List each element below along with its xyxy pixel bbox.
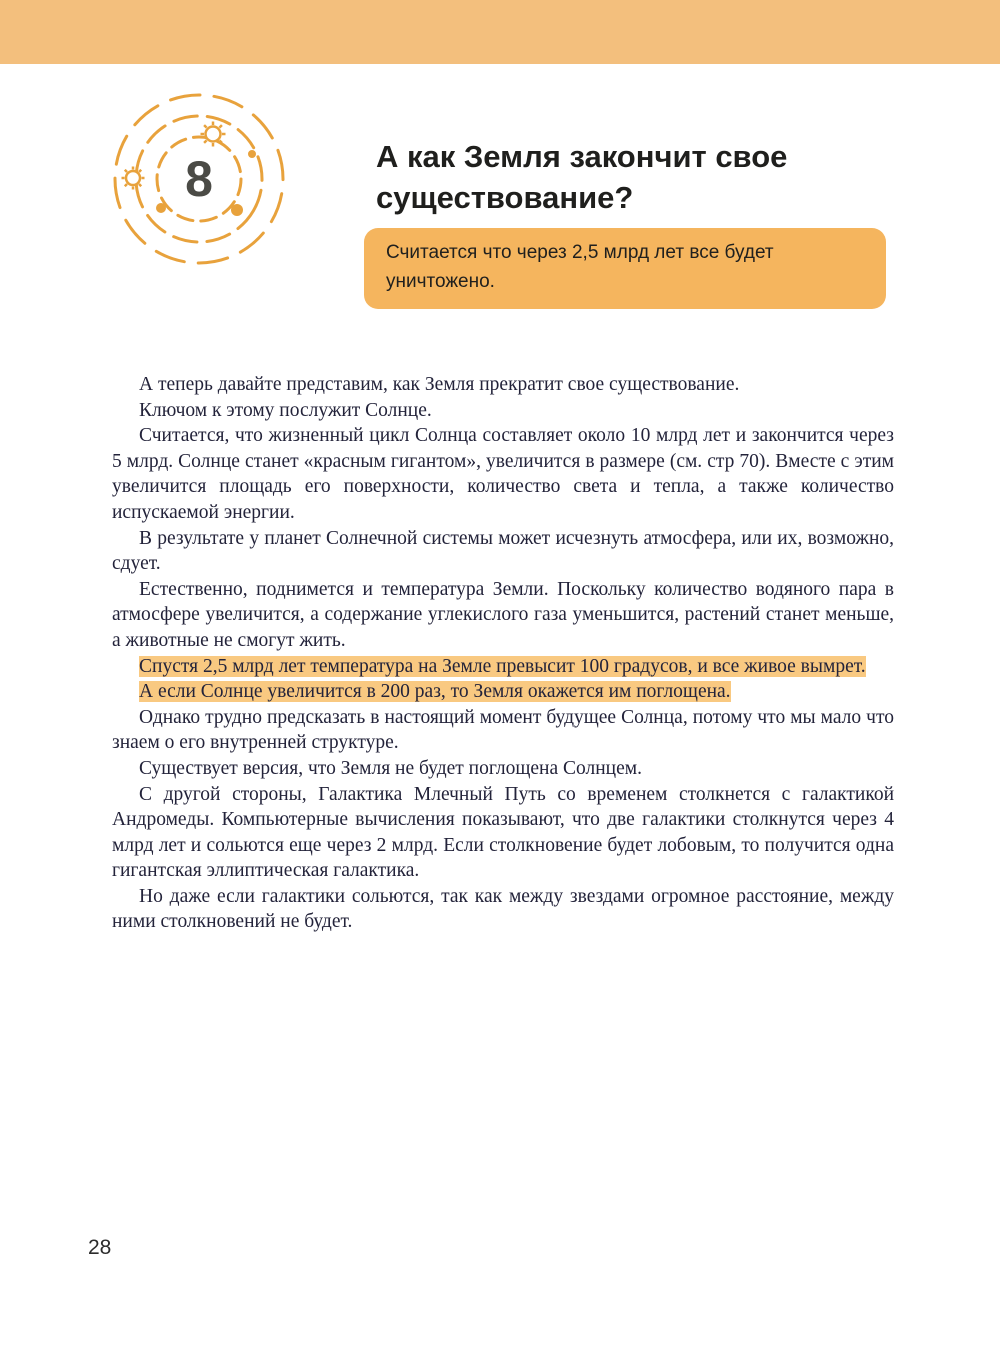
summary-callout: Считается что через 2,5 млрд лет все будет уничтожено. [364, 228, 886, 309]
paragraph-text: А если Солнце увеличится в 200 раз, то Земля окажется им поглощена. [139, 681, 731, 703]
body-text [112, 372, 894, 935]
paragraph [112, 526, 894, 577]
chapter-title: А как Земля закончит свое существование? [376, 138, 788, 215]
paragraph [112, 577, 894, 654]
paragraph [112, 372, 894, 398]
paragraph [112, 398, 894, 424]
paragraph [112, 756, 894, 782]
paragraph-text: Однако трудно предсказать в настоящий момент будущее Солнца, потому что мы мало что знаем о его внутренней структуре. [112, 706, 894, 754]
sun-icon [201, 122, 226, 147]
paragraph [112, 423, 894, 525]
planet-dot [248, 150, 256, 158]
paragraph-text: С другой стороны, Галактика Млечный Путь со временем столкнется с галактикой Андромеды. Компьютерные вычисления показывают, что две галактики столкнутся через 4 млрд лет и сольются еще через 2 млрд. Если столкновение будет лобовым, то получится одна гигантская эллиптическая галактика. [112, 783, 894, 882]
paragraph-text: Считается, что жизненный цикл Солнца составляет около 10 млрд лет и закончится через 5 млрд. Солнце станет «красным гигантом», увеличится в размере (см. стр 70). Вместе с этим увеличится площадь его поверхности, количество света и тепла, а также количество испускаемой энергии. [112, 425, 894, 523]
chapter-number: 8 [185, 151, 213, 207]
paragraph-text: А теперь давайте представим, как Земля прекратит свое существование. [139, 374, 740, 395]
paragraph-text: Но даже если галактики сольются, так как между звездами огромное расстояние, между ними столкновений не будет. [112, 885, 894, 933]
sun-icon [122, 167, 145, 190]
planet-dot [156, 203, 166, 213]
paragraph-highlighted [112, 654, 894, 680]
paragraph-highlighted [112, 679, 894, 705]
paragraph-text: Ключом к этому послужит Солнце. [139, 399, 432, 421]
paragraph-text: В результате у планет Солнечной системы может исчезнуть атмосфера, или их, возможно, сдует. [112, 527, 894, 575]
solar-system-icon [100, 86, 298, 284]
page-number: 28 [88, 1236, 112, 1259]
paragraph-text: Существует версия, что Земля не будет поглощена Солнцем. [139, 757, 642, 779]
paragraph-text: Естественно, поднимется и температура Земли. Поскольку количество водяного пара в атмосфере увеличится, а содержание углекислого газа уменьшится, растений станет меньше, а животные не смогут жить. [112, 578, 894, 651]
paragraph-text: Спустя 2,5 млрд лет температура на Земле превысит 100 градусов, и все живое вымрет. [139, 655, 866, 677]
paragraph [112, 884, 894, 935]
solar-system-icon-svg [100, 86, 298, 284]
paragraph [112, 782, 894, 884]
paragraph [112, 705, 894, 756]
planet-dot [231, 204, 243, 216]
top-color-bar [0, 0, 1000, 64]
